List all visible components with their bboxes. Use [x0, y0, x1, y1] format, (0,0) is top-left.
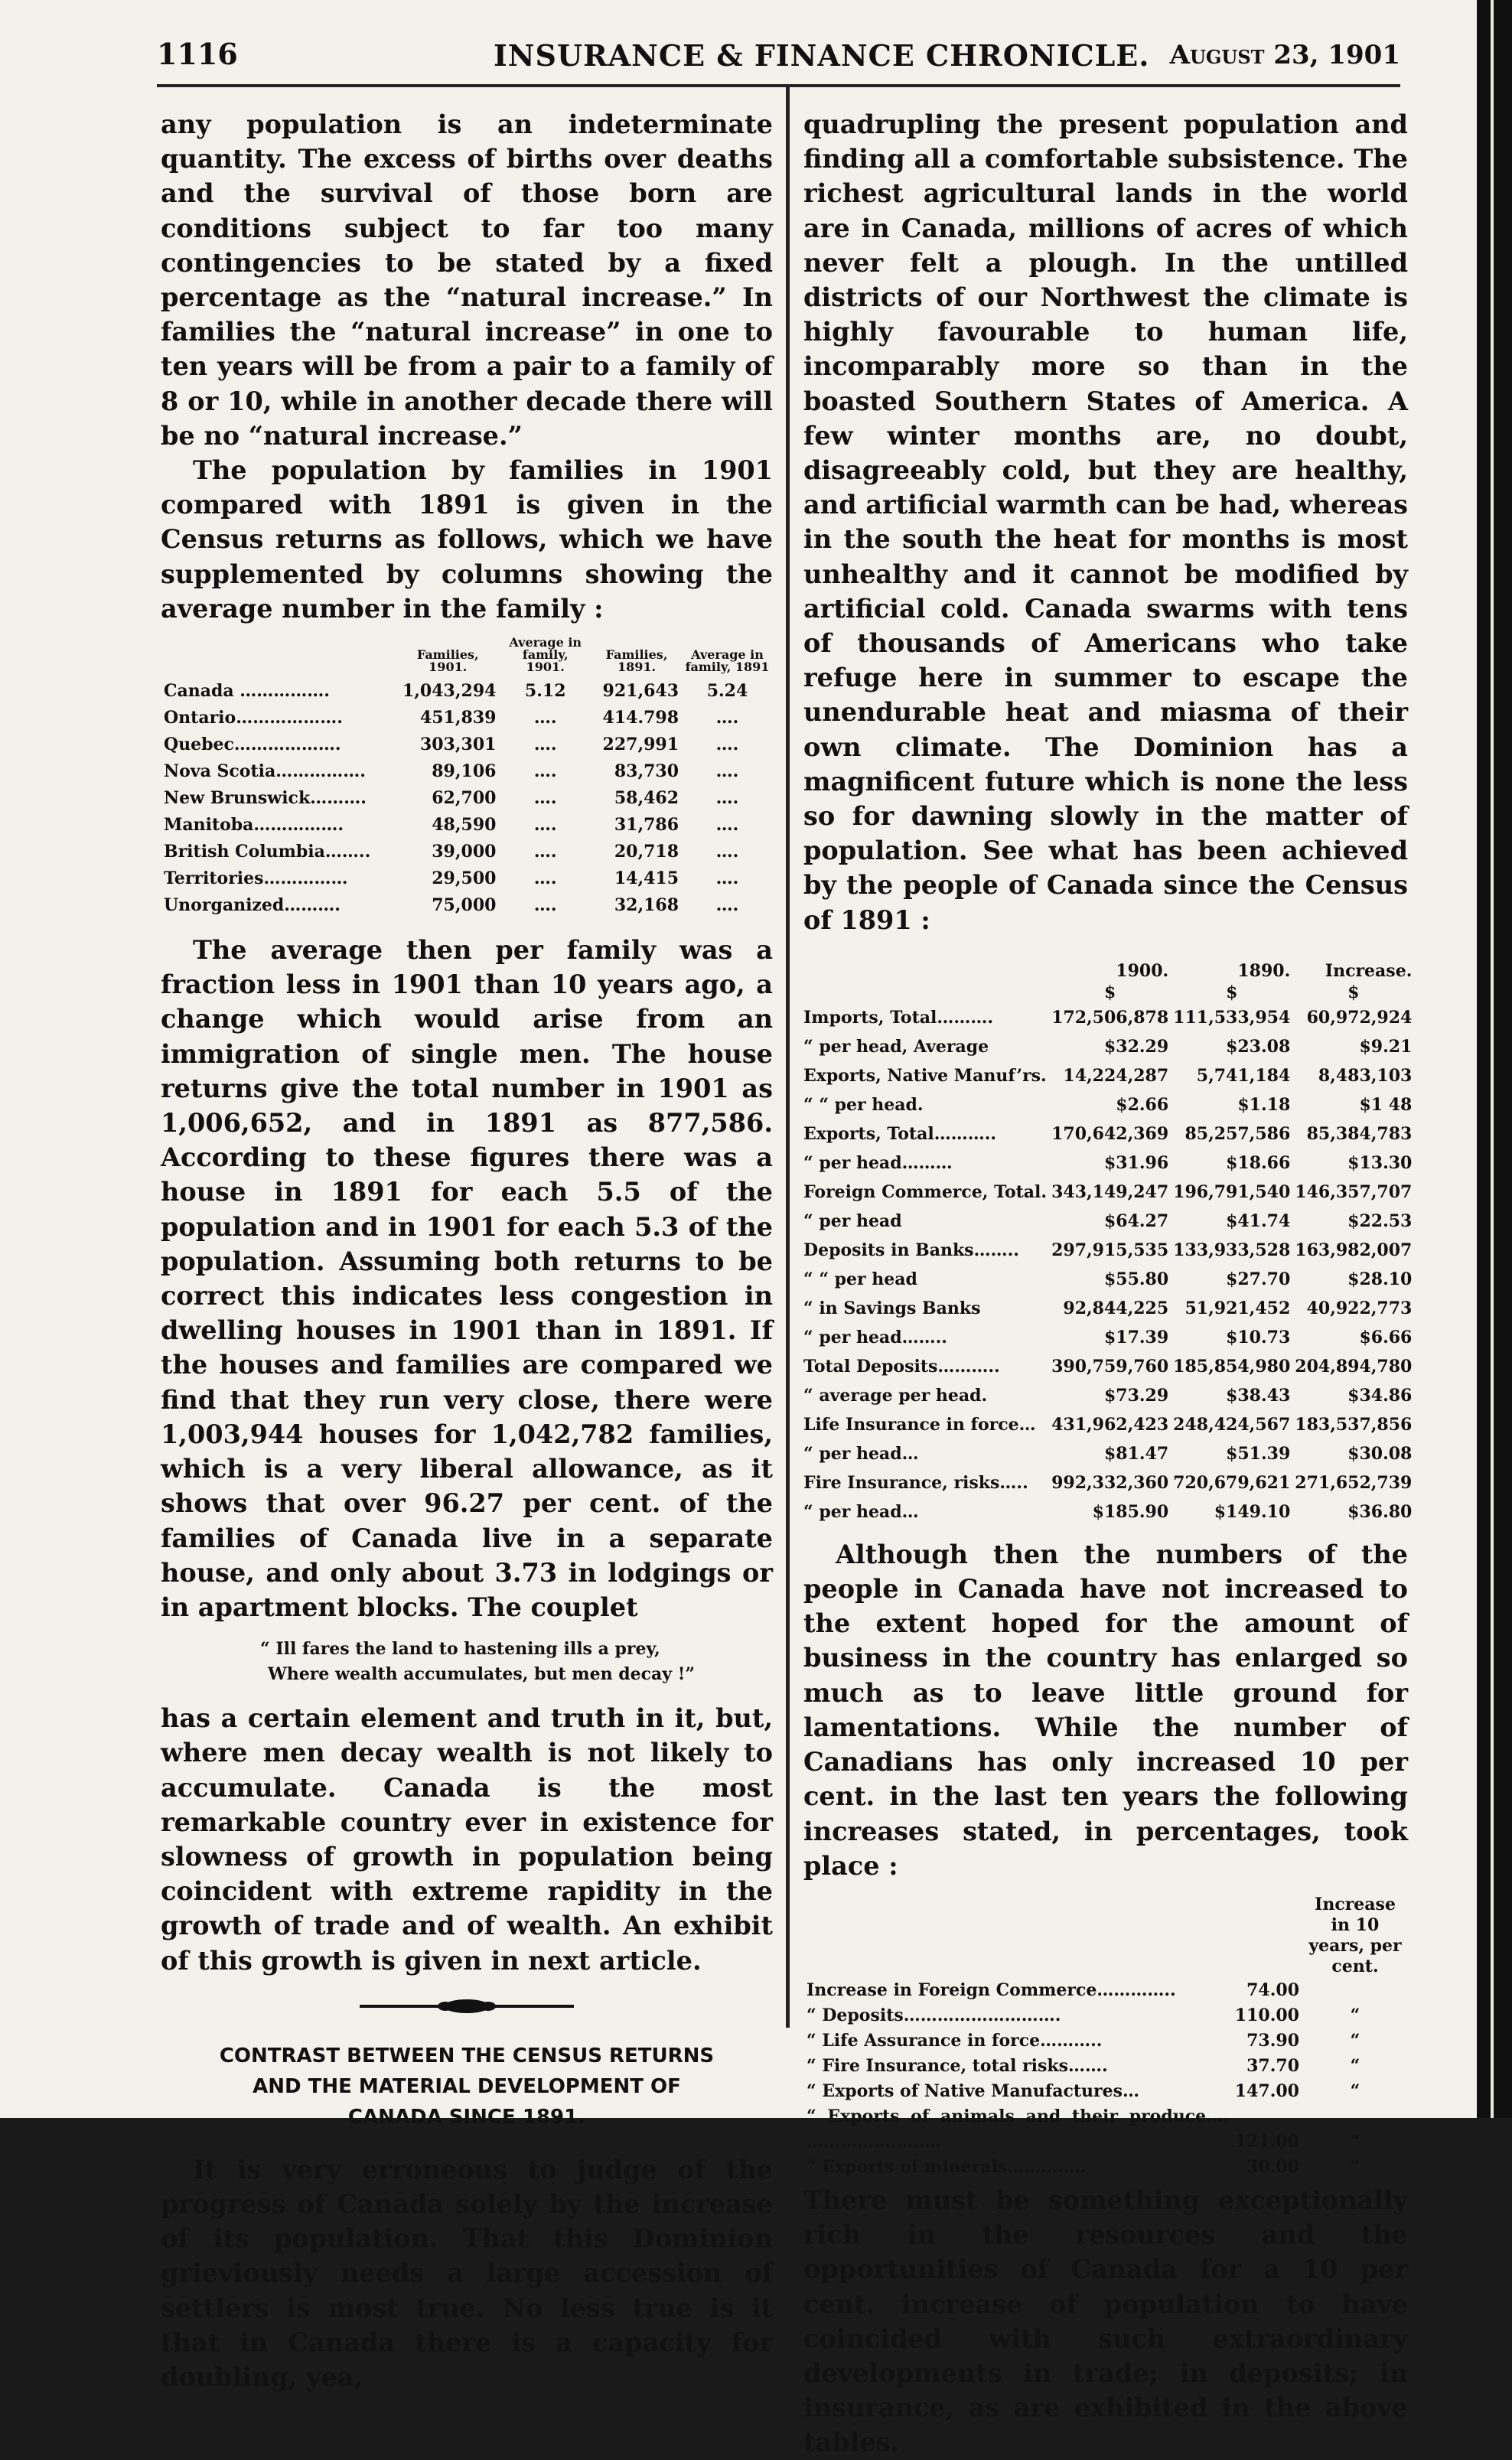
table-cell: 48,590	[432, 815, 497, 836]
table-cell	[1302, 1978, 1408, 2003]
table-cell: $55.80	[1103, 1269, 1169, 1289]
table-cell: $6.66	[1359, 1327, 1413, 1347]
table-cell: ….	[533, 761, 557, 782]
left-column	[161, 107, 773, 2394]
table-cell: 196,791,540	[1173, 1181, 1291, 1202]
table-header-cell: Families, 1901.	[416, 647, 479, 675]
table-cell: ….	[533, 788, 557, 809]
table-cell: $28.10	[1347, 1269, 1413, 1289]
table-cell: $18.66	[1226, 1152, 1291, 1173]
table-cell: Imports, Total……….	[803, 1007, 994, 1028]
table-cell: “ in Savings Banks	[803, 1298, 981, 1318]
table-unit-cell: $	[1226, 982, 1238, 1002]
table-row	[803, 1149, 1416, 1178]
table-cell: 390,759,760	[1051, 1356, 1169, 1377]
table-cell: Territories……………	[164, 868, 348, 889]
table-cell: “ Fire Insurance, total risks…….	[807, 2055, 1108, 2076]
table-row	[803, 2079, 1408, 2104]
table-row	[161, 758, 773, 785]
table-row	[803, 1381, 1416, 1410]
table-cell: 20,718	[614, 842, 679, 862]
table-cell: Quebec……………….	[164, 735, 341, 755]
right-column	[803, 107, 1413, 2460]
table-cell: $64.27	[1103, 1210, 1169, 1231]
table-cell: 85,257,586	[1185, 1123, 1291, 1144]
table-cell: 204,894,780	[1295, 1356, 1413, 1377]
table-cell: ….	[533, 735, 557, 755]
table-cell: ….	[533, 708, 557, 728]
table-cell: ….	[715, 895, 739, 916]
table-cell: $32.29	[1103, 1036, 1169, 1057]
ornament-rule-icon	[360, 1998, 574, 2015]
statistics-table-body	[803, 1003, 1416, 1527]
table-row	[161, 678, 773, 705]
table-row	[803, 1468, 1416, 1497]
increase-table-body	[803, 1978, 1408, 2180]
table-header-cell: Average in family, 1891	[685, 647, 770, 675]
table-cell: Ontario……………….	[164, 708, 343, 728]
table-cell: Manitoba…………….	[164, 815, 344, 836]
table-cell: Increase in Foreign Commerce…………..	[807, 1979, 1176, 2000]
table-cell: 62,700	[432, 788, 497, 809]
table-cell: 30.00	[1246, 2156, 1299, 2177]
table-cell: $22.53	[1347, 1210, 1413, 1231]
table-cell: “	[1350, 2131, 1360, 2152]
table-row	[161, 865, 773, 892]
table-cell: 248,424,567	[1173, 1414, 1291, 1435]
table-unit-row	[803, 982, 1416, 1003]
table-row	[161, 705, 773, 731]
table-cell: ….	[715, 868, 739, 889]
table-cell: 5.12	[524, 681, 566, 702]
table-cell: 414.798	[602, 708, 679, 728]
table-header-cell: Increase in 10 years, per cent.	[1308, 1894, 1402, 1976]
table-row	[803, 2104, 1408, 2155]
table-cell: 163,982,007	[1295, 1240, 1413, 1260]
table-cell: 58,462	[614, 788, 679, 809]
column-divider	[786, 84, 790, 2028]
statistics-table	[803, 960, 1416, 1527]
table-cell: 37.70	[1246, 2055, 1299, 2076]
table-cell: “ Exports of Native Manufactures…	[807, 2080, 1140, 2101]
table-cell: ….	[715, 708, 739, 728]
table-cell: “	[1350, 2030, 1360, 2051]
header-rule	[157, 84, 1400, 87]
table-cell: $2.66	[1116, 1094, 1169, 1115]
families-table	[161, 637, 773, 919]
table-cell: $13.30	[1347, 1152, 1413, 1173]
table-cell: 31,786	[614, 815, 679, 836]
table-row	[803, 1978, 1408, 2003]
table-cell: 271,652,739	[1295, 1472, 1413, 1493]
heading-line: CONTRAST BETWEEN THE CENSUS RETURNS	[219, 2044, 715, 2067]
table-cell: Fire Insurance, risks…..	[803, 1472, 1028, 1493]
table-row	[803, 2003, 1408, 2028]
table-cell: 147.00	[1234, 2080, 1299, 2101]
table-cell: $31.96	[1103, 1152, 1169, 1173]
table-cell: “ average per head.	[803, 1385, 988, 1406]
table-cell: “ per head……..	[803, 1327, 947, 1347]
table-cell: Deposits in Banks……..	[803, 1240, 1019, 1260]
table-cell: Unorganized……….	[164, 895, 341, 916]
table-cell: 51,921,452	[1185, 1298, 1291, 1318]
section-heading	[161, 2041, 773, 2133]
table-cell: 29,500	[432, 868, 497, 889]
table-cell: $81.47	[1103, 1443, 1169, 1464]
table-cell: 297,915,535	[1051, 1240, 1169, 1260]
table-row	[803, 1119, 1416, 1149]
table-cell: 921,643	[602, 681, 679, 702]
table-cell: ….	[533, 815, 557, 836]
table-row	[803, 1265, 1416, 1294]
table-row	[803, 1410, 1416, 1439]
table-row	[161, 785, 773, 812]
table-row	[161, 892, 773, 919]
table-cell: 146,357,707	[1295, 1181, 1413, 1202]
table-cell: “ per head…	[803, 1443, 919, 1464]
table-cell: $1.18	[1237, 1094, 1291, 1115]
table-cell: “ Life Assurance in force………..	[807, 2030, 1103, 2051]
table-cell: 720,679,621	[1173, 1472, 1291, 1493]
table-cell: 170,642,369	[1051, 1123, 1169, 1144]
table-cell: 451,839	[419, 708, 497, 728]
table-cell: 183,537,856	[1295, 1414, 1413, 1435]
ornament-divider	[161, 1998, 773, 2015]
table-cell: “	[1350, 2156, 1360, 2177]
table-cell: “ “ per head	[803, 1269, 917, 1289]
table-unit-cell: $	[1347, 982, 1360, 1002]
table-header-cell	[161, 637, 396, 678]
table-row	[803, 2028, 1408, 2054]
publication-title: INSURANCE & FINANCE CHRONICLE.	[494, 38, 1150, 73]
table-header-cell: 1900.	[1116, 960, 1169, 981]
table-cell: Exports, Native Manuf’rs.	[803, 1065, 1047, 1086]
table-row	[161, 731, 773, 758]
table-row	[803, 1497, 1416, 1527]
table-cell: 431,962,423	[1051, 1414, 1169, 1435]
table-cell: ….	[533, 895, 557, 916]
table-cell: 110.00	[1234, 2005, 1299, 2025]
table-cell: “ per head, Average	[803, 1036, 989, 1057]
table-header-row	[161, 637, 773, 678]
paragraph: The population by families in 1901 compared with 1891 is given in the Census returns as follows, which we have supplemented by columns showing the average number in the family :	[161, 455, 773, 624]
table-cell: Canada …………….	[164, 681, 330, 702]
table-cell: “	[1350, 2080, 1360, 2101]
table-cell: $1 48	[1359, 1094, 1413, 1115]
table-cell: ….	[715, 842, 739, 862]
table-cell: “ Deposits……………………….	[807, 2005, 1061, 2025]
table-cell: New Brunswick……….	[164, 788, 367, 809]
table-cell: 14,224,287	[1063, 1065, 1169, 1086]
paragraph: It is very erroneous to judge of the progress of Canada solely by the increase of its population. That this Dominion grieviously needs a large accession of settlers is most true. No less true is it that in Canada there is a capacity for doubling, yea,	[161, 2154, 773, 2392]
table-cell: $41.74	[1226, 1210, 1291, 1231]
table-header-cell: 1890.	[1237, 960, 1291, 981]
table-cell: ….	[715, 788, 739, 809]
table-cell: $17.39	[1103, 1327, 1169, 1347]
heading-line: CANADA SINCE 1891.	[347, 2105, 586, 2129]
table-cell: 14,415	[614, 868, 679, 889]
table-cell: ….	[533, 842, 557, 862]
table-cell: “ per head…	[803, 1501, 919, 1522]
table-cell: ….	[715, 735, 739, 755]
page-header	[157, 37, 1400, 83]
table-cell: “ Exports of animals and their produce…. ……………………	[807, 2106, 1229, 2152]
table-row	[803, 1323, 1416, 1352]
table-cell: 5.24	[706, 681, 748, 702]
table-cell: Nova Scotia…………….	[164, 761, 366, 782]
table-cell: 343,149,247	[1051, 1181, 1169, 1202]
table-row	[803, 1003, 1416, 1032]
table-row	[803, 2054, 1408, 2079]
table-cell: “ per head………	[803, 1152, 953, 1173]
table-cell: 1,043,294	[402, 681, 497, 702]
couplet-quote	[260, 1637, 773, 1687]
table-cell: 83,730	[614, 761, 679, 782]
table-cell: ….	[533, 868, 557, 889]
table-cell: “ “ per head.	[803, 1094, 924, 1115]
table-row	[803, 1439, 1416, 1468]
table-cell: 121.00	[1234, 2131, 1299, 2152]
table-cell: 74.00	[1246, 1979, 1299, 2000]
table-row	[803, 1061, 1416, 1090]
table-cell: ….	[715, 761, 739, 782]
table-cell: 992,332,360	[1051, 1472, 1169, 1493]
table-cell: 89,106	[432, 761, 497, 782]
table-cell: 60,972,924	[1306, 1007, 1413, 1028]
table-cell: $30.08	[1347, 1443, 1413, 1464]
table-row	[803, 1207, 1416, 1236]
table-row	[803, 1178, 1416, 1207]
table-row	[803, 2155, 1408, 2180]
paragraph: has a certain element and truth in it, but, where men decay wealth is not likely to accumulate. Canada is the most remarkable country ever in existence for slowness of growth in population being coincident with extreme rapidity in the growth of trade and of wealth. An exhibit of this growth is given in next article.	[161, 1703, 773, 1976]
paragraph: The average then per family was a fraction less in 1901 than 10 years ago, a change which would arise from an immigration of single men. The house returns give the total number in 1901 as 1,006,652, and in 1891 as 877,586. According to these figures there was a house in 1891 for each 5.5 of the population and in 1901 for each 5.3 of the population. Assuming both returns to be correct this indicates less congestion in dwelling houses in 1901 than in 1891. If the houses and families are compared we find that they run very close, there were 1,003,944 houses for 1,042,782 families, which is a very liberal allowance, as it shows that over 96.27 per cent. of the families of Canada live in a separate house, and only about 3.73 in lodgings or in apartment blocks. The couplet	[161, 935, 773, 1622]
table-cell: $73.29	[1103, 1385, 1169, 1406]
quote-line: Where wealth accumulates, but men decay !”	[268, 1664, 696, 1685]
families-table-body	[161, 678, 773, 919]
table-unit-cell	[803, 982, 1051, 1003]
table-cell: Life Insurance in force…	[803, 1414, 1036, 1435]
table-cell: 133,933,528	[1173, 1240, 1291, 1260]
table-cell: $36.80	[1347, 1501, 1413, 1522]
table-cell: $149.10	[1214, 1501, 1291, 1522]
table-cell: 303,301	[419, 735, 497, 755]
table-unit-cell: $	[1103, 982, 1116, 1002]
table-cell: Exports, Total………..	[803, 1123, 997, 1144]
table-row	[803, 1352, 1416, 1381]
table-header-cell: Average in family, 1901.	[509, 635, 582, 675]
table-cell: British Columbia……..	[164, 842, 371, 862]
table-row	[161, 839, 773, 865]
table-cell: Foreign Commerce, Total.	[803, 1181, 1048, 1202]
table-cell: 73.90	[1246, 2030, 1299, 2051]
table-cell: 32,168	[614, 895, 679, 916]
table-header-cell	[803, 960, 1051, 982]
paragraph: quadrupling the present population and finding all a comfortable subsistence. The richest agricultural lands in the world are in Canada, millions of acres of which never felt a plough. In the untilled districts of our Northwest the climate is highly favourable to human life, incomparably more so than in the boasted Southern States of America. A few winter months are, no doubt, disagreeably cold, but they are healthy, and artificial warmth can be had, whereas in the south the heat for months is most unhealthy and it cannot be modified by artificial cold. Canada swarms with tens of thousands of Americans who take refuge here in summer to escape the unendurable heat and miasma of their own climate. The Dominion has a magnificent future which is none the less so for dawning slowly in the matter of population. See what has been achieved by the people of Canada since the Census of 1891 :	[803, 109, 1408, 935]
increase-table	[803, 1894, 1408, 2180]
table-cell: 185,854,980	[1173, 1356, 1291, 1377]
table-cell: 75,000	[432, 895, 497, 916]
quote-line: “ Ill fares the land to hastening ills a prey,	[260, 1639, 660, 1660]
table-cell: $38.43	[1226, 1385, 1291, 1406]
page-edge-line	[1491, 0, 1494, 2118]
table-cell: 40,922,773	[1306, 1298, 1413, 1318]
table-header-row	[803, 960, 1416, 982]
table-cell: $185.90	[1092, 1501, 1169, 1522]
table-cell: $34.86	[1347, 1385, 1413, 1406]
table-cell: ….	[715, 815, 739, 836]
heading-line: AND THE MATERIAL DEVELOPMENT OF	[253, 2074, 681, 2098]
table-row	[803, 1236, 1416, 1265]
table-header-cell: Families, 1891.	[605, 647, 668, 675]
paragraph: Although then the numbers of the people in Canada have not increased to the extent hoped for the amount of business in the country has enlarged so much as to leave little ground for lamentations. While the number of Canadians has only increased 10 per cent. in the last ten years the following increases stated, in percentages, took place :	[803, 1539, 1408, 1881]
table-row	[803, 1032, 1416, 1061]
table-cell: “	[1350, 2005, 1360, 2025]
page-number: 1116	[157, 37, 238, 71]
table-cell: $9.21	[1359, 1036, 1413, 1057]
table-cell: $27.70	[1226, 1269, 1291, 1289]
table-cell: 8,483,103	[1318, 1065, 1413, 1086]
table-cell: 227,991	[602, 735, 679, 755]
table-cell: “ Exports of minerals…………..	[807, 2156, 1087, 2177]
paragraph: There must be something exceptionally rich in the resources and the opportunities of Canada for a 10 per cent. increase of population to have coincided with such extraordinary developments in trade; in deposits; in insurance, as are exhibited in the above tables.	[803, 2185, 1408, 2458]
table-cell: $10.73	[1226, 1327, 1291, 1347]
paragraph: any population is an indeterminate quantity. The excess of births over deaths and the survival of those born are conditions subject to far too many contingencies to be stated by a fixed percentage as the “natural increase.” In families the “natural increase” in one to ten years will be from a pair to a family of 8 or 10, while in another decade there will be no “natural increase.”	[161, 109, 773, 451]
table-cell: Total Deposits………..	[803, 1356, 1000, 1377]
table-header-row	[803, 1894, 1408, 1978]
table-cell: 5,741,184	[1196, 1065, 1291, 1086]
table-cell: $23.08	[1226, 1036, 1291, 1057]
table-header-cell: Increase.	[1325, 960, 1413, 981]
table-row	[161, 812, 773, 839]
table-row	[803, 1294, 1416, 1323]
table-cell: “ per head	[803, 1210, 902, 1231]
table-cell: 92,844,225	[1063, 1298, 1169, 1318]
table-cell: 85,384,783	[1306, 1123, 1413, 1144]
page-edge-shadow	[1477, 0, 1512, 2118]
issue-date: August 23, 1901	[1169, 40, 1400, 70]
table-cell: $51.39	[1226, 1443, 1291, 1464]
table-cell: 172,506,878	[1051, 1007, 1169, 1028]
table-cell: 39,000	[432, 842, 497, 862]
table-cell: “	[1350, 2055, 1360, 2076]
table-cell: 111,533,954	[1173, 1007, 1291, 1028]
table-row	[803, 1090, 1416, 1119]
